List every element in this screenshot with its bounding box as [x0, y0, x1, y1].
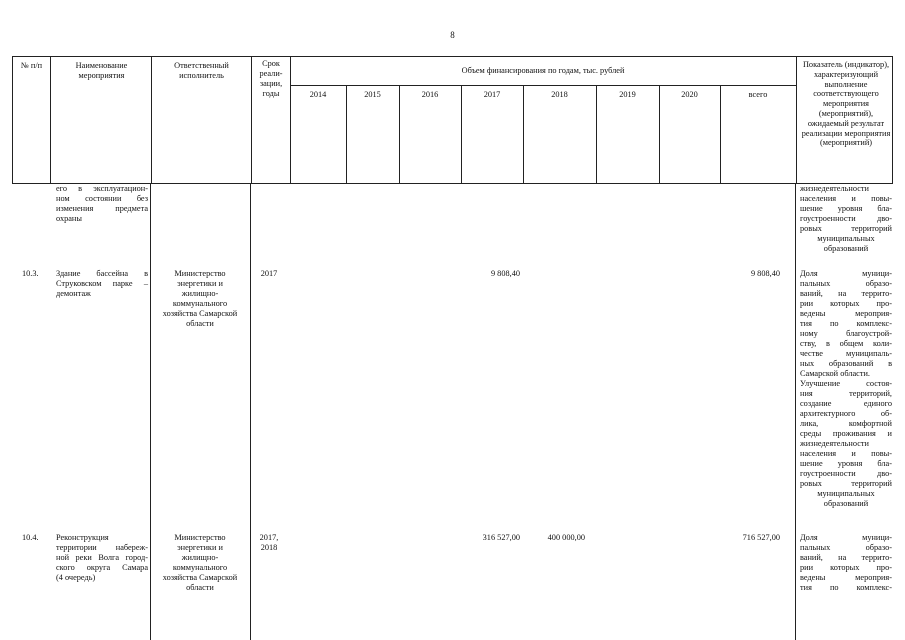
- row-num: 10.4.: [22, 533, 39, 542]
- row-name: Реконструкция территории набереж- ной реки Волга город- ского округа Самара (4 очередь): [56, 533, 148, 582]
- header-executor: Ответственный исполнитель: [174, 61, 229, 80]
- header-year-2015: 2015: [364, 90, 381, 99]
- row-value-2018: 400 000,00: [547, 533, 585, 542]
- continuation-indicator: жизнедеятельности населения и повы- шение уровня бла- гоустроенности дво- ровых территорий муниципальных образований: [800, 184, 892, 253]
- header-num: № п/п: [20, 61, 43, 70]
- header-indicator: Показатель (индикатор), характеризующий выполнение соответствующего мероприятия (мероприятий), ожидаемый результат реализации мероприятия (мероприятий): [801, 60, 891, 148]
- row-value-2017: 316 527,00: [482, 533, 520, 542]
- table-header: [12, 56, 893, 184]
- header-year-2018: 2018: [551, 90, 568, 99]
- header-year-2014: 2014: [309, 90, 327, 99]
- header-year-2020: 2020: [681, 90, 698, 99]
- header-year-2016: 2016: [421, 90, 439, 99]
- page-number: 8: [450, 30, 455, 40]
- row-term: 2017: [260, 269, 278, 278]
- header-year-2017: 2017: [483, 90, 501, 99]
- row-name: Здание бассейна в Струковском парке – демонтаж: [56, 269, 148, 298]
- row-executor: Министерство энергетики и жилищно- коммунального хозяйства Самарской области: [162, 269, 238, 328]
- header-funding: Объем финансирования по годам, тыс. рублей: [461, 66, 625, 75]
- row-num: 10.3.: [22, 269, 39, 278]
- row-executor: Министерство энергетики и жилищно- коммунального хозяйства Самарской области: [162, 533, 238, 592]
- row-indicator: Доля муници- пальных образо- ваний, на террито- рии которых про- ведены мероприя- тия по комплекс-: [800, 533, 892, 592]
- row-indicator: Доля муници- пальных образо- ваний, на террито- рии которых про- ведены мероприя- тия по комплекс- ному благоустрой- ству, в общем коли- честве муниципаль- ных образований в Самарской области. Улучшение состоя- ния территорий, создание единого архитектурного об- лика, комфортной среды проживания и жизнедеятельности населения и повы- шение уровня бла- гоустроенности дво- ровых территорий муниципальных образований: [800, 269, 892, 508]
- continuation-name: его в эксплуатацион- ном состоянии без изменения предмета охраны: [56, 184, 148, 223]
- header-term: Срок реали-зации, годы: [259, 59, 283, 98]
- header-name: Наименование мероприятия: [75, 61, 128, 80]
- row-value-2017: 9 808,40: [490, 269, 520, 278]
- header-year-2019: 2019: [619, 90, 636, 99]
- header-total: всего: [748, 90, 768, 99]
- row-total: 716 527,00: [742, 533, 780, 542]
- row-total: 9 808,40: [750, 269, 780, 278]
- row-term: 2017, 2018: [259, 533, 279, 552]
